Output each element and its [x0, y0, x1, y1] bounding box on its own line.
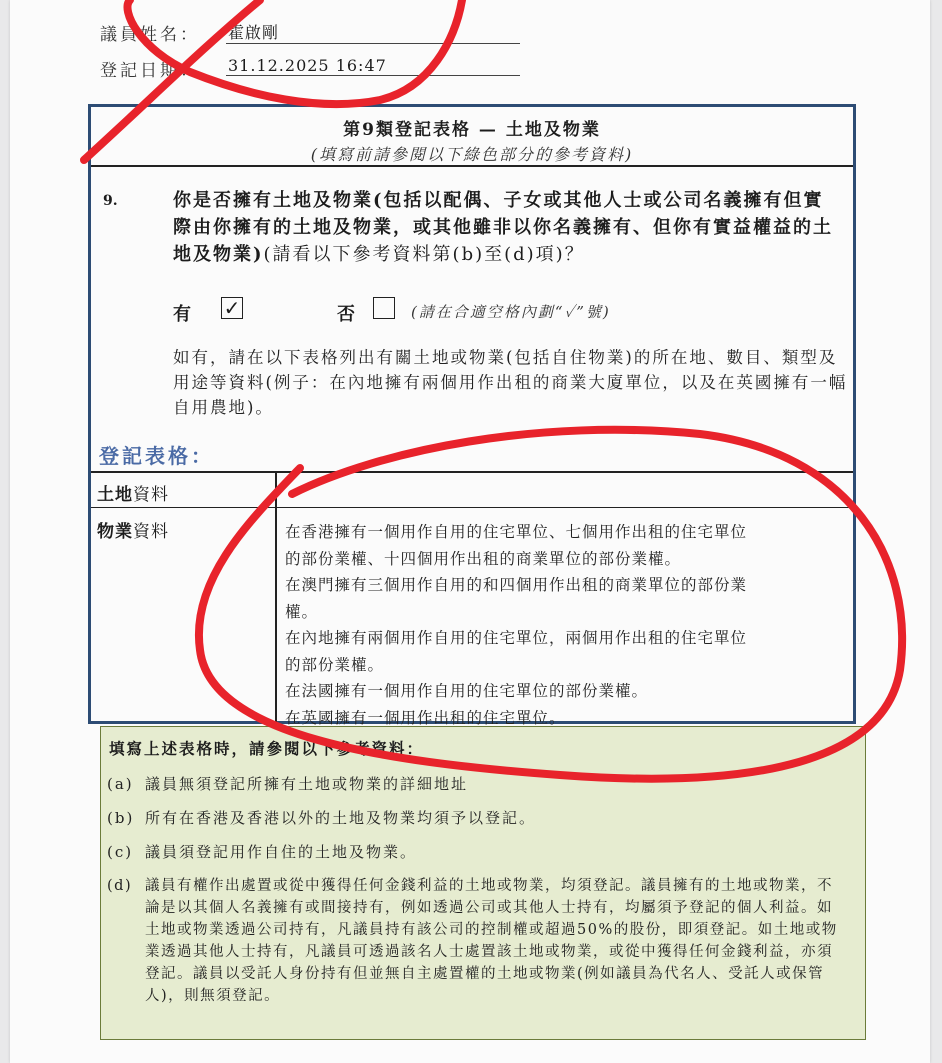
form-title: 第9類登記表格 — 土地及物業 [343, 120, 601, 140]
register-heading: 登記表格： [99, 444, 214, 468]
question-number: 9. [103, 193, 118, 209]
land-label [97, 480, 169, 505]
document-page [10, 0, 930, 1063]
property-label-rest: 資料 [133, 522, 169, 542]
note-a-key: (a) [107, 775, 134, 793]
property-line: 在香港擁有一個用作自用的住宅單位、七個用作出租的住宅單位 [285, 523, 748, 541]
instruction-text: 如有，請在以下表格列出有關土地或物業(包括自住物業)的所在地、數目、類型及用途等資料(例子：在內地擁有兩個用作出租的商業大廈單位，以及在英國擁有一幅自用農地)。 [173, 348, 848, 417]
checkbox-hint: (請在合適空格內劃“✓”號) [411, 303, 611, 321]
yes-label: 有 [173, 304, 191, 325]
note-a [107, 773, 468, 794]
property-label [97, 517, 169, 542]
yes-checkbox[interactable]: ✓ [221, 297, 243, 319]
form-title-block [91, 107, 853, 167]
property-line: 在內地擁有兩個用作自用的住宅單位，兩個用作出租的住宅單位 [285, 629, 748, 647]
reference-notes [100, 726, 866, 1040]
property-line: 權。 [285, 602, 319, 621]
note-b-key: (b) [107, 809, 135, 827]
table-divider [275, 473, 277, 723]
no-checkbox[interactable] [373, 297, 395, 319]
registration-form [88, 104, 856, 727]
property-details [285, 519, 845, 731]
question-text [173, 187, 843, 268]
land-row [91, 473, 853, 508]
form-subtitle: (填寫前請參閱以下綠色部分的參考資料) [310, 145, 634, 164]
property-line: 在澳門擁有三個用作自用的和四個用作出租的商業單位的部份業 [285, 576, 748, 594]
registration-date-value: 31.12.2025 16:47 [226, 56, 520, 76]
register-table [91, 471, 853, 727]
land-label-bold: 土地 [97, 485, 133, 505]
note-d-key: (d) [107, 878, 133, 894]
registration-date-label: 登記日期： [100, 61, 200, 81]
no-label: 否 [337, 304, 355, 325]
note-d [107, 875, 847, 1007]
note-b-text: 所有在香港及香港以外的土地及物業均須予以登記。 [145, 809, 537, 827]
question-reference: (請看以下參考資料第(b)至(d)項)？ [263, 244, 585, 265]
member-name-label: 議員姓名： [100, 25, 200, 45]
land-label-rest: 資料 [133, 485, 169, 505]
member-name-value: 霍啟剛 [226, 20, 520, 44]
property-label-bold: 物業 [97, 522, 133, 542]
property-line: 的部份業權。 [285, 655, 385, 674]
note-b [107, 807, 536, 828]
notes-heading: 填寫上述表格時，請參閱以下參考資料： [109, 739, 425, 758]
note-d-text: 議員有權作出處置或從中獲得任何金錢利益的土地或物業，均須登記。議員擁有的土地或物業，不論是以其個人名義擁有或間接持有，例如透過公司或其他人士持有，均屬須予登記的個人利益。如土地或物業透過公司持有，凡議員持有該公司的控制權或超過50%的股份，即須登記。如土地或物業透過其他人士持有，凡議員可透過該名人士處置該土地或物業，或從中獲得任何金錢利益，亦須登記。議員以受託人身份持有但並無自主處置權的土地或物業(例如議員為代名人、受託人或保管人)，則無須登記。 [145, 878, 838, 1004]
note-c [107, 841, 417, 862]
question-body: 你是否擁有土地及物業(包括以配偶、子女或其他人士或公司名義擁有但實際由你擁有的土地及物業，或其他雖非以你名義擁有、但你有實益權益的土地及物業) [173, 190, 833, 265]
property-line: 在法國擁有一個用作自用的住宅單位的部份業權。 [285, 682, 649, 700]
property-line: 在英國擁有一個用作出租的住宅單位。 [285, 708, 566, 727]
property-line: 的部份業權、十四個用作出租的商業單位的部份業權。 [285, 549, 682, 568]
note-c-text: 議員須登記用作自住的土地及物業。 [145, 843, 418, 861]
note-c-key: (c) [107, 843, 134, 861]
note-a-text: 議員無須登記所擁有土地或物業的詳細地址 [145, 775, 469, 793]
